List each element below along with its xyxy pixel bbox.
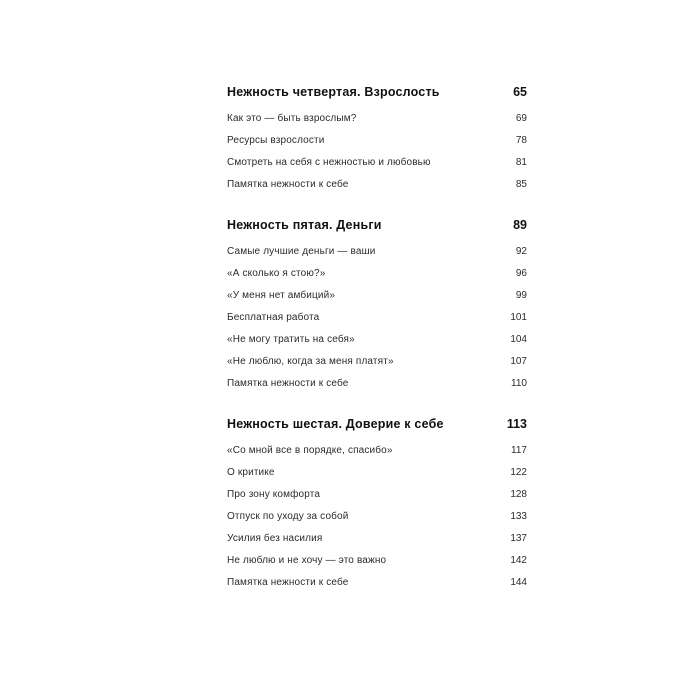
toc-entry-title: Памятка нежности к себе	[227, 179, 349, 190]
toc-chapter-page: 65	[513, 85, 527, 99]
toc-chapter-row	[227, 218, 527, 232]
toc-entry-title: О критике	[227, 467, 275, 478]
toc-entry-page: 133	[510, 511, 527, 522]
toc-chapter-title: Нежность четвертая. Взрослость	[227, 85, 440, 99]
toc-entry-page: 117	[511, 445, 527, 456]
toc-section	[227, 417, 527, 588]
toc-entry-row	[227, 378, 527, 389]
toc-entry-row	[227, 113, 527, 124]
toc-entry-title: Памятка нежности к себе	[227, 577, 349, 588]
toc-section	[227, 85, 527, 190]
toc-entry-title: «У меня нет амбиций»	[227, 290, 336, 301]
toc-entry-page: 81	[515, 157, 527, 168]
toc-entry-row	[227, 467, 527, 478]
toc-chapter-page: 89	[513, 218, 527, 232]
toc-entry-row	[227, 445, 527, 456]
toc-entry-page: 85	[515, 179, 527, 190]
toc-chapter-title: Нежность шестая. Доверие к себе	[227, 417, 444, 431]
toc-entry-row	[227, 157, 527, 168]
toc-entry-page: 122	[510, 467, 527, 478]
toc-entry-page: 128	[510, 489, 527, 500]
toc-chapter-row	[227, 85, 527, 99]
toc-entry-page: 69	[515, 113, 527, 124]
toc-entry-page: 144	[510, 577, 527, 588]
toc-entry-page: 96	[515, 268, 527, 279]
toc-entry-title: Самые лучшие деньги — ваши	[227, 246, 376, 257]
toc-entry-row	[227, 511, 527, 522]
toc-entry-row	[227, 489, 527, 500]
toc-entry-title: Как это — быть взрослым?	[227, 113, 357, 124]
toc-entry-title: Бесплатная работа	[227, 312, 320, 323]
toc-entry-row	[227, 268, 527, 279]
toc-entry-row	[227, 312, 527, 323]
toc-entry-row	[227, 555, 527, 566]
toc-chapter-row	[227, 417, 527, 431]
toc-entry-page: 137	[510, 533, 527, 544]
toc-entry-title: Не люблю и не хочу — это важно	[227, 555, 387, 566]
toc-chapter-title: Нежность пятая. Деньги	[227, 218, 382, 232]
toc-entry-title: Смотреть на себя с нежностью и любовью	[227, 157, 431, 168]
toc-entry-page: 142	[510, 555, 527, 566]
toc-entry-row	[227, 334, 527, 345]
toc-entry-page: 107	[510, 356, 527, 367]
toc-entry-title: Про зону комфорта	[227, 489, 321, 500]
toc-chapter-page: 113	[506, 417, 527, 431]
toc-entry-row	[227, 577, 527, 588]
toc-entry-page: 99	[515, 290, 527, 301]
toc-entry-page: 92	[515, 246, 527, 257]
toc-entry-title: «Не люблю, когда за меня платят»	[227, 356, 394, 367]
toc-entry-title: Отпуск по уходу за собой	[227, 511, 349, 522]
toc-entry-row	[227, 179, 527, 190]
toc-entry-title: «Не могу тратить на себя»	[227, 334, 355, 345]
toc-entry-row	[227, 356, 527, 367]
toc-entry-row	[227, 135, 527, 146]
toc-entry-page: 78	[515, 135, 527, 146]
toc-entry-row	[227, 246, 527, 257]
toc-section	[227, 218, 527, 389]
toc-entry-title: Памятка нежности к себе	[227, 378, 349, 389]
toc-entry-page: 110	[511, 378, 527, 389]
toc-entry-row	[227, 533, 527, 544]
toc-entry-title: Ресурсы взрослости	[227, 135, 325, 146]
toc-entry-title: «Со мной все в порядке, спасибо»	[227, 445, 393, 456]
toc-entry-title: Усилия без насилия	[227, 533, 323, 544]
toc-entry-page: 101	[510, 312, 527, 323]
toc-entry-page: 104	[510, 334, 527, 345]
toc-entry-title: «А сколько я стою?»	[227, 268, 326, 279]
toc-entry-row	[227, 290, 527, 301]
table-of-contents	[227, 85, 527, 588]
